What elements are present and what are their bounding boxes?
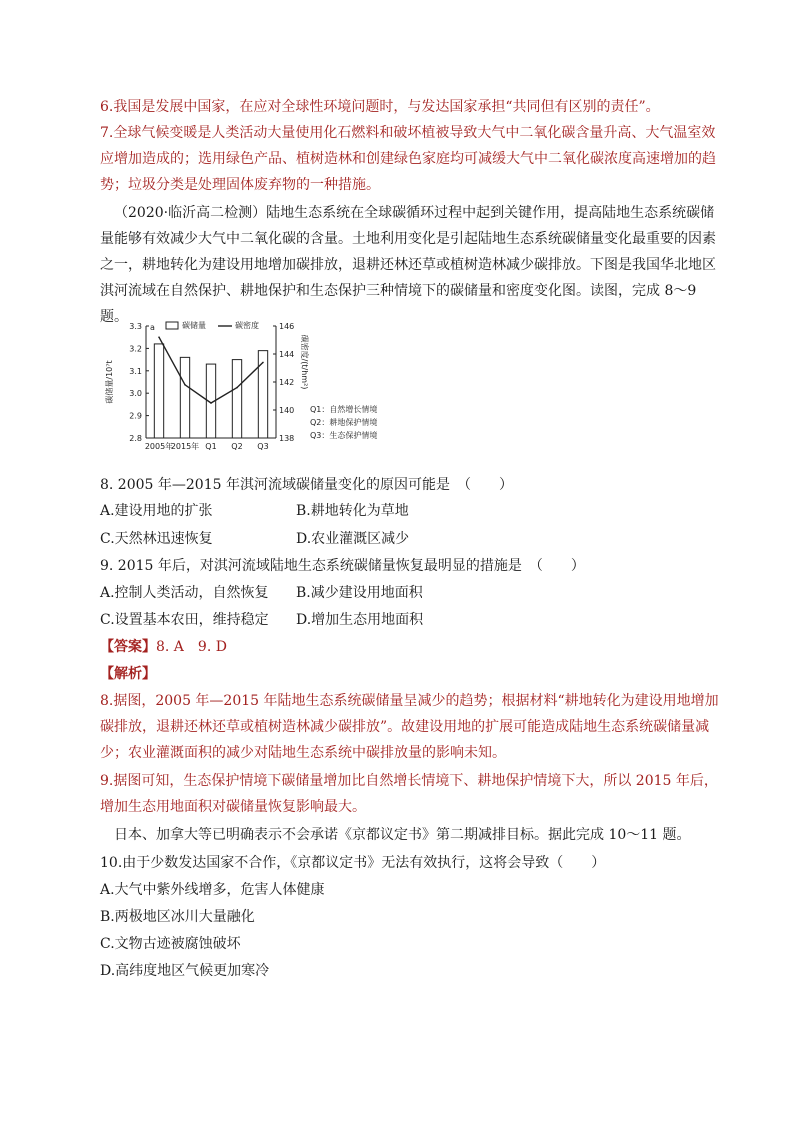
left-tick-label: 3.3 [129, 322, 142, 331]
legend-bar-swatch [166, 322, 178, 329]
q8-option-d: D.农业灌溉区减少 [296, 531, 410, 547]
point-carbon-density [184, 384, 186, 386]
point-carbon-density [210, 402, 212, 404]
analysis-tag: 【解析】 [100, 666, 156, 682]
right-tick-label: 142 [279, 378, 295, 387]
right-tick-label: 144 [279, 350, 295, 359]
left-tick-label: 2.8 [129, 434, 142, 443]
q9-stem: 9. 2015 年后，对淇河流域陆地生态系统碳储量恢复最明显的措施是 （ ） [100, 558, 585, 574]
point-carbon-density [158, 336, 160, 338]
right-axis-label: 碳密度/(t/hm²) [300, 334, 309, 390]
q6-explanation: 6.我国是发展中国家，在应对全球性环境问题时，与发达国家承担“共同但有区别的责任”。 [100, 99, 660, 115]
bar-carbon-storage [180, 357, 189, 438]
q8-stem: 8. 2005 年—2015 年淇河流域碳储量变化的原因可能是 （ ） [100, 477, 513, 493]
material-intro-2: 日本、加拿大等已明确表示不会承诺《京都议定书》第二期减排目标。据此完成 10～11 题。 [114, 827, 691, 843]
q9-option-b: B.减少建设用地面积 [296, 585, 423, 601]
left-tick-label: 3.0 [129, 389, 142, 399]
category-label: 2015年 [170, 442, 200, 451]
material-intro: （2020·临沂高二检测）陆地生态系统在全球碳循环过程中起到关键作用，提高陆地生态系统碳储量能够有效减少大气中二氧化碳的含量。土地利用变化是引起陆地生态系统碳储量变化最重要的因素之一，耕地转化为建设用地增加碳排放，退耕还林还草或植树造林减少碳排放。下图是我国华北地区淇河流域在自然保护、耕地保护和生态保护三种情境下的碳储量和密度变化图。读图，完成 8～9 题。 [100, 205, 716, 325]
answer-tag: 【答案】 [100, 639, 156, 655]
carbon-chart-svg [100, 316, 420, 466]
legend-line-label: 碳密度 [235, 321, 259, 330]
q10-option-b: B.两极地区冰川大量融化 [100, 909, 255, 925]
point-carbon-density [262, 362, 264, 364]
analysis-8: 8.据图，2005 年—2015 年陆地生态系统碳储量呈减少的趋势；根据材料“耕地转化为建设用地增加碳排放，退耕还林还草或植树造林减少碳排放”。故建设用地的扩展可能造成陆地生态系统碳储量减少；农业灌溉面积的减少对陆地生态系统中碳排放量的影响未知。 [100, 693, 719, 761]
q8-option-b: B.耕地转化为草地 [296, 503, 409, 519]
unit-mark: a [150, 323, 155, 332]
q9-option-c: C.设置基本农田，维持稳定 [100, 612, 269, 628]
q7-explanation: 7.全球气候变暖是人类活动大量使用化石燃料和破坏植被导致大气中二氧化碳含量升高、大气温室效应增加造成的；选用绿色产品、植树造林和创建绿色家庭均可减缓大气中二氧化碳浓度高速增加的趋势；垃圾分类是处理固体废弃物的一种措施。 [100, 125, 716, 193]
point-carbon-density [236, 387, 238, 389]
q10-stem: 10.由于少数发达国家不合作，《京都议定书》无法有效执行，这将会导致（ ） [100, 855, 606, 871]
analysis-line [100, 661, 720, 687]
category-label: Q3 [257, 442, 269, 451]
left-tick-label: 3.2 [129, 344, 142, 354]
right-tick-label: 138 [279, 434, 295, 443]
bar-carbon-storage [258, 351, 267, 438]
q10-option-a: A.大气中紫外线增多，危害人体健康 [100, 882, 325, 898]
category-label: Q1 [205, 442, 217, 451]
category-label: Q2 [231, 442, 243, 451]
scenario-note: Q3：生态保护情境 [310, 431, 378, 440]
q10-option-d: D.高纬度地区气候更加寒冷 [100, 963, 270, 979]
category-label: 2005年 [144, 442, 174, 451]
scenario-note: Q1：自然增长情境 [310, 405, 378, 414]
bar-carbon-storage [232, 360, 241, 438]
q9-option-d: D.增加生态用地面积 [296, 612, 424, 628]
scenario-note: Q2：耕地保护情境 [310, 418, 378, 427]
left-tick-label: 2.9 [129, 411, 142, 421]
legend-bar-label: 碳储量 [182, 321, 206, 330]
bar-carbon-storage [154, 344, 163, 438]
carbon-chart [100, 316, 420, 466]
left-tick-label: 3.1 [129, 366, 142, 376]
left-axis-label: 碳储量/10⁷t [105, 360, 114, 404]
answer-text: 8. A 9. D [156, 639, 227, 655]
analysis-9: 9.据图可知，生态保护情境下碳储量增加比自然增长情境下、耕地保护情境下大，所以 2015 年后，增加生态用地面积对碳储量恢复影响最大。 [100, 773, 718, 815]
q10-option-c: C.文物古迹被腐蚀破坏 [100, 936, 241, 952]
q8-option-a: A.建设用地的扩张 [100, 503, 213, 519]
right-tick-label: 140 [279, 406, 295, 415]
q9-option-a: A.控制人类活动，自然恢复 [100, 585, 269, 601]
answer-line [100, 634, 720, 660]
right-tick-label: 146 [279, 322, 295, 331]
q8-option-c: C.天然林迅速恢复 [100, 531, 213, 547]
